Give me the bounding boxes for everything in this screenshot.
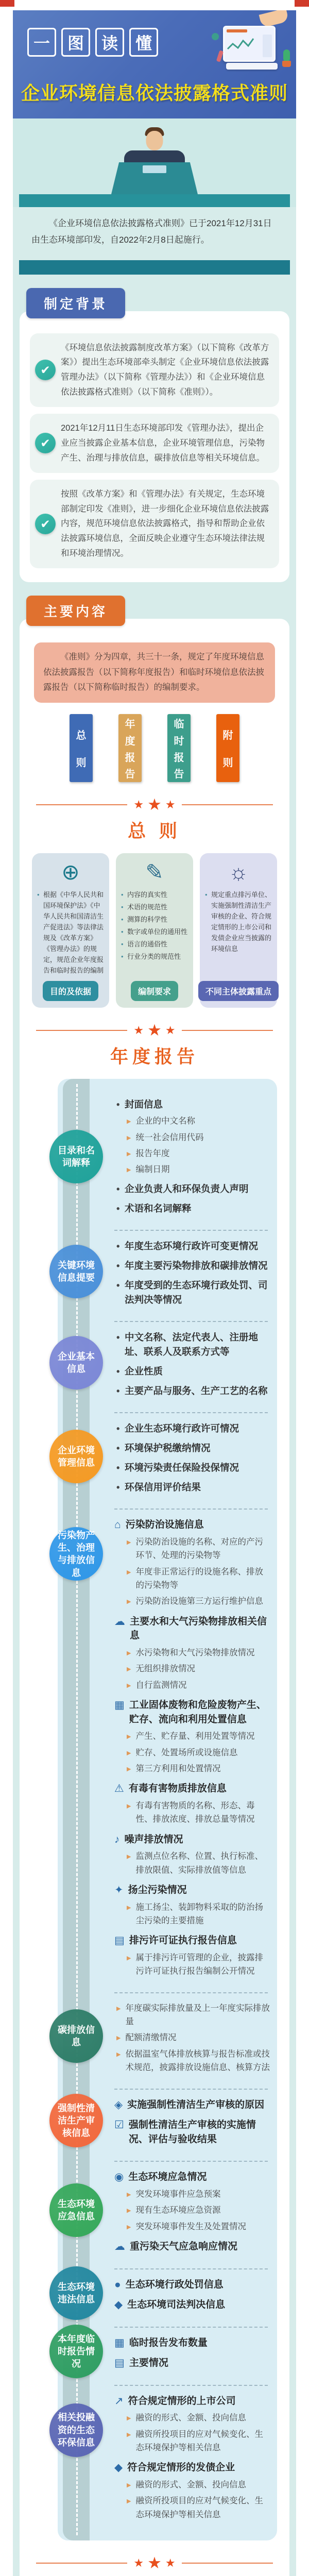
monitor-topbar — [227, 29, 247, 32]
background-item — [30, 333, 279, 408]
sub-item — [116, 2047, 270, 2075]
sub-item — [127, 1114, 270, 1128]
sub-item-text: 年度非正常运行的设施名称、排放的污染物等 — [135, 1567, 263, 1590]
monitor-sidebar — [263, 35, 272, 57]
group-separator — [114, 1321, 268, 1322]
icon-heading-text: 重污染天气应急响应情况 — [130, 2241, 238, 2252]
sub-item — [127, 2188, 270, 2201]
icon-heading — [114, 2240, 270, 2254]
check-icon: ✔ — [35, 360, 56, 380]
sub-item-text: 产生、贮存量、利用处置等情况 — [135, 1732, 255, 1741]
card-bullet: • 内容的真实性 — [121, 889, 188, 900]
card-bullet: • 术语的规范性 — [121, 902, 188, 912]
timeline-group — [58, 2323, 270, 2381]
triangle-bullet-icon: ▶ — [127, 2498, 131, 2505]
triangle-bullet-icon: ▶ — [116, 2051, 121, 2058]
tab-background-section: 制定背景 — [26, 288, 125, 318]
bullet-item: • 企业负责人和环保负责人声明 — [114, 1182, 270, 1196]
group-circle: 相关投融资的生态环保信息 — [49, 2403, 103, 2457]
background-item-text: 2021年12月11日生态环境部印发《管理办法》，提出企业应当披露企业基本信息，企业环境管理信息，污染物产生、治理与排放信息，碳排放信息等相关环境信息。 — [61, 423, 265, 463]
badge-char: 读 — [95, 28, 124, 57]
triangle-bullet-icon: ▶ — [127, 1167, 131, 1174]
bullet-item: • 中文名称、法定代表人、注册地址、联系人及联系方式等 — [114, 1330, 270, 1359]
keyboard-icon — [226, 63, 278, 70]
icon-heading-text: 主要情况 — [129, 2358, 168, 2369]
sub-item — [127, 1679, 270, 1692]
timeline-group — [58, 1988, 270, 2084]
group-separator — [114, 2268, 268, 2269]
group-circle: 生态环境违法信息 — [49, 2266, 103, 2320]
sub-item — [127, 1147, 270, 1160]
tab-main-section: 主要内容 — [26, 596, 125, 626]
triangle-bullet-icon: ▶ — [116, 2005, 121, 2012]
icon-heading-text: 噪声排放情况 — [124, 1834, 183, 1845]
triangle-bullet-icon: ▶ — [127, 1151, 131, 1158]
sub-item-text: 自行监测情况 — [135, 1680, 187, 1690]
group-circle: 污染物产生、治理与排放信息 — [49, 1527, 103, 1581]
group-circle: 企业基本信息 — [49, 1336, 103, 1389]
card-bullet: • 数字或单位的通用性 — [121, 926, 188, 937]
sub-item-text: 编制日期 — [135, 1165, 170, 1175]
group-separator — [114, 2385, 268, 2386]
timeline-group — [58, 2157, 270, 2264]
group-separator — [114, 1509, 268, 1510]
star-icon: ★ — [133, 2556, 144, 2570]
card-bullet-list — [121, 889, 188, 962]
monitor-icon — [223, 26, 276, 62]
sub-item — [127, 1595, 270, 1608]
icon-heading-text: 临时报告发布数量 — [129, 2337, 208, 2348]
dust-icon: ✦ — [114, 1884, 124, 1896]
general-rules-card — [116, 853, 193, 1007]
audit-reason-icon: ◈ — [114, 2098, 123, 2111]
group-circle: 目录和名词解释 — [49, 1130, 103, 1183]
permit-report-icon: ▤ — [114, 1935, 125, 1947]
sub-item-text: 污染防治设施的名称、对应的产污环节、处理的污染物等 — [135, 1537, 263, 1561]
group-circle: 生态环境应急信息 — [49, 2183, 103, 2237]
bullet-item: • 年度受到的生态环境行政处罚、司法判决等情况 — [114, 1278, 270, 1307]
decor-dot — [212, 33, 219, 40]
icon-heading-text: 排污许可证执行报告信息 — [129, 1935, 237, 1946]
star-icon: ★ — [147, 2554, 162, 2572]
sub-item-text: 施工扬尘、装卸物料采取的防治扬尘污染的主要措施 — [135, 1902, 263, 1925]
triangle-bullet-icon: ▶ — [127, 1118, 131, 1125]
chapter-bar-char: 告 — [174, 768, 184, 780]
water-air-emission-icon: ☁ — [114, 1615, 125, 1628]
sub-item-text: 现有生态环境应急资源 — [135, 2206, 221, 2215]
triangle-bullet-icon: ▶ — [127, 1599, 131, 1605]
chapter-bar-char: 年 — [125, 719, 135, 731]
sub-item — [127, 2220, 270, 2233]
sub-item-text: 融资的形式、金额、投向信息 — [135, 2413, 246, 2423]
icon-heading — [114, 2278, 270, 2292]
audit-result-icon: ☑ — [114, 2119, 124, 2131]
card-bullet-list — [205, 889, 272, 954]
sub-item — [127, 1662, 270, 1675]
icon-heading-text: 工业固体废物和危险废物产生、贮存、流向和利用处置信息 — [129, 1700, 266, 1725]
icon-heading-text: 有毒有害物质排放信息 — [128, 1783, 227, 1794]
pollution-control-facility-icon: ⌂ — [114, 1519, 121, 1531]
timeline-group — [58, 1408, 270, 1504]
bullet-item: • 主要产品与服务、生产工艺的名称 — [114, 1384, 270, 1398]
icon-heading — [114, 2170, 270, 2184]
triangle-bullet-icon: ▶ — [127, 1766, 131, 1772]
star-icon: ★ — [147, 795, 162, 814]
triangle-bullet-icon: ▶ — [116, 2035, 121, 2042]
chapter-bar — [70, 714, 93, 782]
sub-item-text: 融资所投项目的应对气候变化、生态环境保护等相关信息 — [135, 2496, 263, 2519]
star-divider-interim — [36, 2554, 273, 2572]
triangle-bullet-icon: ▶ — [127, 1734, 131, 1740]
sub-item — [116, 2031, 270, 2044]
sub-item — [116, 2002, 270, 2029]
chapter-bar-char: 总 — [76, 730, 87, 741]
divider-line — [36, 2563, 127, 2564]
icon-heading — [114, 2461, 270, 2475]
triangle-bullet-icon: ▶ — [127, 2224, 131, 2230]
check-icon: ✔ — [35, 514, 56, 534]
sub-item-text: 污染防治设施第三方运行维护信息 — [135, 1597, 263, 1606]
triangle-bullet-icon: ▶ — [127, 1750, 131, 1756]
timeline-group — [58, 2084, 270, 2157]
chapter-bar-char: 告 — [125, 768, 135, 780]
background-item — [30, 480, 279, 568]
group-circle: 关键环境信息提要 — [49, 1245, 103, 1298]
badge-char: 懂 — [129, 28, 158, 57]
monitor-illustration — [209, 13, 291, 78]
judgment-icon: ◆ — [114, 2299, 123, 2311]
sub-item — [127, 1762, 270, 1775]
divider-line — [182, 804, 273, 805]
pot-icon — [282, 61, 291, 67]
star-icon: ★ — [147, 1021, 162, 1039]
star-icons — [133, 2554, 175, 2572]
sub-item — [127, 1131, 270, 1144]
icon-heading-text: 强制性清洁生产审核的实施情况、评估与验收结果 — [128, 2120, 256, 2145]
timeline-group — [58, 1504, 270, 1988]
triangle-bullet-icon: ▶ — [127, 1569, 131, 1575]
star-icon: ★ — [165, 1023, 176, 1037]
card-bullet: • 测算的科学性 — [121, 914, 188, 925]
icon-heading-text: 生态环境行政处罚信息 — [125, 2279, 224, 2290]
penalty-icon: ● — [114, 2278, 121, 2291]
general-rules-card — [32, 853, 109, 1007]
divider-line — [36, 804, 127, 805]
sub-item — [127, 1163, 270, 1176]
icon-heading — [114, 2298, 270, 2312]
icon-heading-text: 符合规定情形的上市公司 — [128, 2395, 236, 2406]
summary-box: 《准则》分为四章，共三十一条，规定了年度环境信息依法披露报告（以下简称年度报告）和临时环境信息依法披露报告（以下简称临时报告）的编制要求。 — [34, 642, 275, 703]
badge-yitududong — [27, 28, 158, 57]
star-icons — [133, 795, 175, 814]
card-label-pill: 编制要求 — [131, 981, 178, 1001]
badge-char: 图 — [61, 28, 90, 57]
chapter-bar-char: 临 — [174, 719, 184, 731]
icon-heading — [114, 1698, 270, 1726]
listed-company-icon: ↗ — [114, 2395, 124, 2407]
group-circle: 企业环境管理信息 — [49, 1430, 103, 1483]
general-rules-card — [200, 853, 277, 1007]
chapter-bar-char: 附 — [222, 730, 233, 741]
icon-heading — [114, 2118, 270, 2146]
document-pen-icon: ✎ — [145, 860, 164, 885]
bullet-item: • 企业性质 — [114, 1364, 270, 1379]
sub-item-text: 配额清缴情况 — [125, 2033, 177, 2043]
icon-heading — [114, 1833, 270, 1847]
group-separator — [114, 1230, 268, 1231]
card-bullet: • 语言的通俗性 — [121, 939, 188, 950]
star-divider-general — [36, 795, 273, 814]
sub-item-text: 报告年度 — [135, 1149, 170, 1159]
top-left-red-mark — [0, 0, 14, 7]
triangle-bullet-icon: ▶ — [127, 1650, 131, 1656]
triangle-bullet-icon: ▶ — [127, 2415, 131, 2422]
triangle-bullet-icon: ▶ — [127, 1666, 131, 1673]
sub-item-text: 监测点位名称、位置、执行标准、排放限值、实际排放值等信息 — [135, 1852, 263, 1875]
sub-item — [127, 2478, 270, 2492]
background-item-text: 《环境信息依法披露制度改革方案》（以下简称《改革方案》）提出生态环境部牵头制定《企业环境信息依法披露管理办法》（以下简称《管理办法》）和《企业环境信息依法披露格式准则》（以下简称《准则》）。 — [61, 343, 269, 397]
sub-item — [127, 2411, 270, 2425]
timeline-group — [58, 1226, 270, 1317]
teal-divider-bar — [19, 260, 290, 275]
bullet-item: • 术语和名词解释 — [114, 1201, 270, 1216]
timeline-group — [58, 2264, 270, 2323]
group-separator — [114, 2327, 268, 2328]
group-circle: 强制性清洁生产审核信息 — [49, 2094, 103, 2147]
sub-item-text: 融资所投项目的应对气候变化、生态环境保护等相关信息 — [135, 2429, 263, 2453]
star-icon: ★ — [133, 798, 144, 811]
annual-report-timeline — [58, 1079, 277, 2541]
main-situation-icon: ▤ — [114, 2357, 125, 2369]
star-icons — [133, 1021, 175, 1040]
sub-item — [127, 1951, 270, 1978]
sub-item-text: 依据温室气体排放核算与报告标准或技术规范，披露排放设施信息、核算方法 — [125, 2049, 270, 2073]
icon-heading — [114, 2394, 270, 2409]
group-separator — [114, 1412, 268, 1413]
background-item — [30, 414, 279, 473]
card-bullet: • 根据《中华人民共和国环境保护法》《中华人民共和国清洁生产促进法》等法律法规及《改革方案》《管理办法》的规定，规范企业年度报告和临时报告的编制 — [37, 889, 104, 976]
noise-icon: ♪ — [114, 1833, 120, 1845]
group-separator — [114, 2161, 268, 2162]
toxic-substance-icon: ⚠ — [114, 1783, 124, 1795]
sub-item-text: 第三方利用和处置情况 — [135, 1764, 221, 1773]
triangle-bullet-icon: ▶ — [127, 1539, 131, 1546]
sub-item-text: 突发环境事件发生及处置情况 — [135, 2222, 246, 2231]
background-item-text: 按照《改革方案》和《管理办法》有关规定，生态环境部制定印发《准则》，进一步细化企业环境信息依法披露内容，规范环境信息依法披露格式，指导和帮助企业依法披露环境信息，全面反映企业遵守生态环境法律法规和环境治理情况。 — [61, 489, 269, 558]
sub-item-text: 无组织排放情况 — [135, 1664, 195, 1674]
sub-item-text: 突发环境事件应急预案 — [135, 2189, 221, 2199]
group-circle: 本年度临时报告情况 — [49, 2325, 103, 2378]
chapter-bar-char: 则 — [76, 757, 87, 769]
icon-heading-text: 生态环境应急情况 — [128, 2172, 207, 2183]
divider-line — [182, 2563, 273, 2564]
triangle-bullet-icon: ▶ — [127, 2208, 131, 2214]
card-label-pill: 不同主体披露重点 — [198, 981, 279, 1001]
divider-line — [36, 1030, 127, 1031]
icon-heading-text: 主要水和大气污染物排放相关信息 — [130, 1616, 267, 1641]
icon-heading — [114, 2336, 270, 2350]
chapter-bar — [216, 714, 239, 782]
sub-item-text: 水污染物和大气污染物排放情况 — [135, 1648, 255, 1657]
section-title-interim — [20, 2575, 289, 2576]
bullet-item: • 环境保护税缴纳情况 — [114, 1441, 270, 1455]
check-icon: ✔ — [35, 433, 56, 453]
sub-item-text: 企业的中文名称 — [135, 1116, 195, 1126]
card-bullet: • 行业分类的规范性 — [121, 951, 188, 962]
timeline-group — [58, 2381, 270, 2531]
chapter-bars — [20, 714, 289, 782]
divider-line — [182, 1030, 273, 1031]
triangle-bullet-icon: ▶ — [127, 1904, 131, 1911]
chapter-bar — [118, 714, 142, 782]
icon-heading-text: 实施强制性清洁生产审核的原因 — [127, 2099, 265, 2110]
sub-item — [127, 2428, 270, 2455]
heavy-pollution-weather-icon: ☁ — [114, 2241, 125, 2252]
sub-item — [127, 1850, 270, 1877]
sub-item — [127, 1730, 270, 1743]
timeline-group — [58, 1088, 270, 1226]
sub-item — [127, 1565, 270, 1592]
solid-waste-icon: ▦ — [114, 1699, 125, 1711]
chapter-bar-char: 则 — [222, 757, 233, 769]
sub-item — [127, 2204, 270, 2217]
icon-heading-text: 污染防治设施信息 — [125, 1519, 204, 1531]
triangle-bullet-icon: ▶ — [127, 2431, 131, 2438]
triangle-bullet-icon: ▶ — [127, 1854, 131, 1860]
icon-heading — [114, 1615, 270, 1643]
sub-item — [127, 1901, 270, 1928]
speaker-scene — [13, 118, 296, 207]
star-icon: ★ — [133, 1023, 144, 1037]
bullet-item: • 年度生态环境行政许可变更情况 — [114, 1239, 270, 1253]
star-icon: ★ — [165, 798, 176, 811]
main-panel — [20, 619, 289, 2576]
background-panel — [20, 311, 289, 583]
sub-item — [127, 1799, 270, 1826]
icon-heading — [114, 2356, 270, 2370]
bullet-item: • 环境污染责任保险投保情况 — [114, 1461, 270, 1475]
star-icon: ★ — [165, 2556, 176, 2570]
card-bullet-list — [37, 889, 104, 976]
star-divider-annual — [36, 1021, 273, 1040]
chapter-bar — [167, 714, 191, 782]
section-title-general: 总 则 — [128, 821, 181, 842]
group-separator — [114, 2089, 268, 2090]
group-circle: 碳排放信息 — [49, 2009, 103, 2063]
sub-item-text: 属于排污许可管理的企业，披露排污许可证执行报告编制公开情况 — [135, 1953, 263, 1976]
cactus-icon — [283, 49, 290, 62]
speaker-head — [146, 131, 163, 150]
poster-content — [13, 10, 296, 2576]
poster-title: 企业环境信息依法披露格式准则 — [21, 82, 288, 104]
sub-item-text: 有毒有害物质的名称、形态、毒性、排放浓度、排放总量等情况 — [135, 1801, 255, 1824]
chapter-bar-char: 报 — [174, 752, 184, 764]
globe-icon: ⊕ — [61, 860, 80, 885]
icon-heading-text: 扬尘污染情况 — [128, 1885, 187, 1896]
timeline-group — [58, 1317, 270, 1408]
chapter-bar-char: 时 — [174, 735, 184, 747]
top-strip — [0, 0, 309, 10]
podium-screen — [143, 165, 166, 173]
lightbulb-icon: ☼ — [228, 860, 249, 885]
emergency-icon: ◉ — [114, 2171, 124, 2183]
sub-item-text: 融资的形式、金额、投向信息 — [135, 2480, 246, 2489]
sub-item — [127, 1535, 270, 1563]
bullet-item: • 年度主要污染物排放和碳排放情况 — [114, 1259, 270, 1273]
header-banner — [13, 10, 296, 118]
triangle-bullet-icon: ▶ — [127, 1134, 131, 1141]
bullet-item: • 环保信用评价结果 — [114, 1480, 270, 1495]
section-title-annual: 年度报告 — [110, 1046, 199, 1067]
desk-band — [19, 194, 290, 207]
report-count-icon: ▦ — [114, 2336, 125, 2349]
triangle-bullet-icon: ▶ — [127, 1803, 131, 1809]
badge-char: 一 — [27, 28, 56, 57]
icon-heading — [114, 1782, 270, 1796]
chart-line-icon — [227, 35, 258, 54]
sub-item — [127, 1746, 270, 1759]
bond-company-icon: ◆ — [114, 2462, 123, 2474]
icon-heading — [114, 1934, 270, 1948]
top-right-red-mark — [295, 0, 309, 7]
chapter-bar-char: 报 — [125, 752, 135, 764]
icon-heading-text: 符合规定情形的发债企业 — [127, 2462, 235, 2473]
sub-item — [127, 2494, 270, 2521]
icon-heading-text: 生态环境司法判决信息 — [127, 2299, 226, 2311]
card-label-pill: 目的及依据 — [43, 981, 98, 1001]
sub-item — [127, 1646, 270, 1659]
intro-text: 《企业环境信息依法披露格式准则》已于2021年12月31日由生态环境部印发，自2022年2月8日起施行。 — [31, 218, 272, 245]
card-bullet: • 规定重点排污单位、实施强制性清洁生产审核的企业、符合规定情形的上市公司和发债企业应当披露的环境信息 — [205, 889, 272, 954]
icon-heading — [114, 1518, 270, 1532]
chapter-bar-char: 度 — [125, 735, 135, 747]
bullet-item: • 封面信息 — [114, 1097, 270, 1112]
group-separator — [114, 1992, 268, 1993]
sub-item-text: 贮存、处置场所或设施信息 — [135, 1748, 238, 1757]
sub-item-text: 统一社会信用代码 — [135, 1132, 204, 1142]
triangle-bullet-icon: ▶ — [127, 2191, 131, 2198]
icon-heading — [114, 2098, 270, 2112]
triangle-bullet-icon: ▶ — [127, 1955, 131, 1961]
icon-heading — [114, 1883, 270, 1897]
triangle-bullet-icon: ▶ — [127, 1682, 131, 1689]
bullet-item: • 企业生态环境行政许可情况 — [114, 1421, 270, 1436]
intro-block — [13, 207, 296, 255]
sub-item-text: 年度碳实际排放量及上一年度实际排放量 — [125, 2003, 270, 2027]
triangle-bullet-icon: ▶ — [127, 2482, 131, 2488]
general-rules-cards — [32, 853, 277, 1007]
